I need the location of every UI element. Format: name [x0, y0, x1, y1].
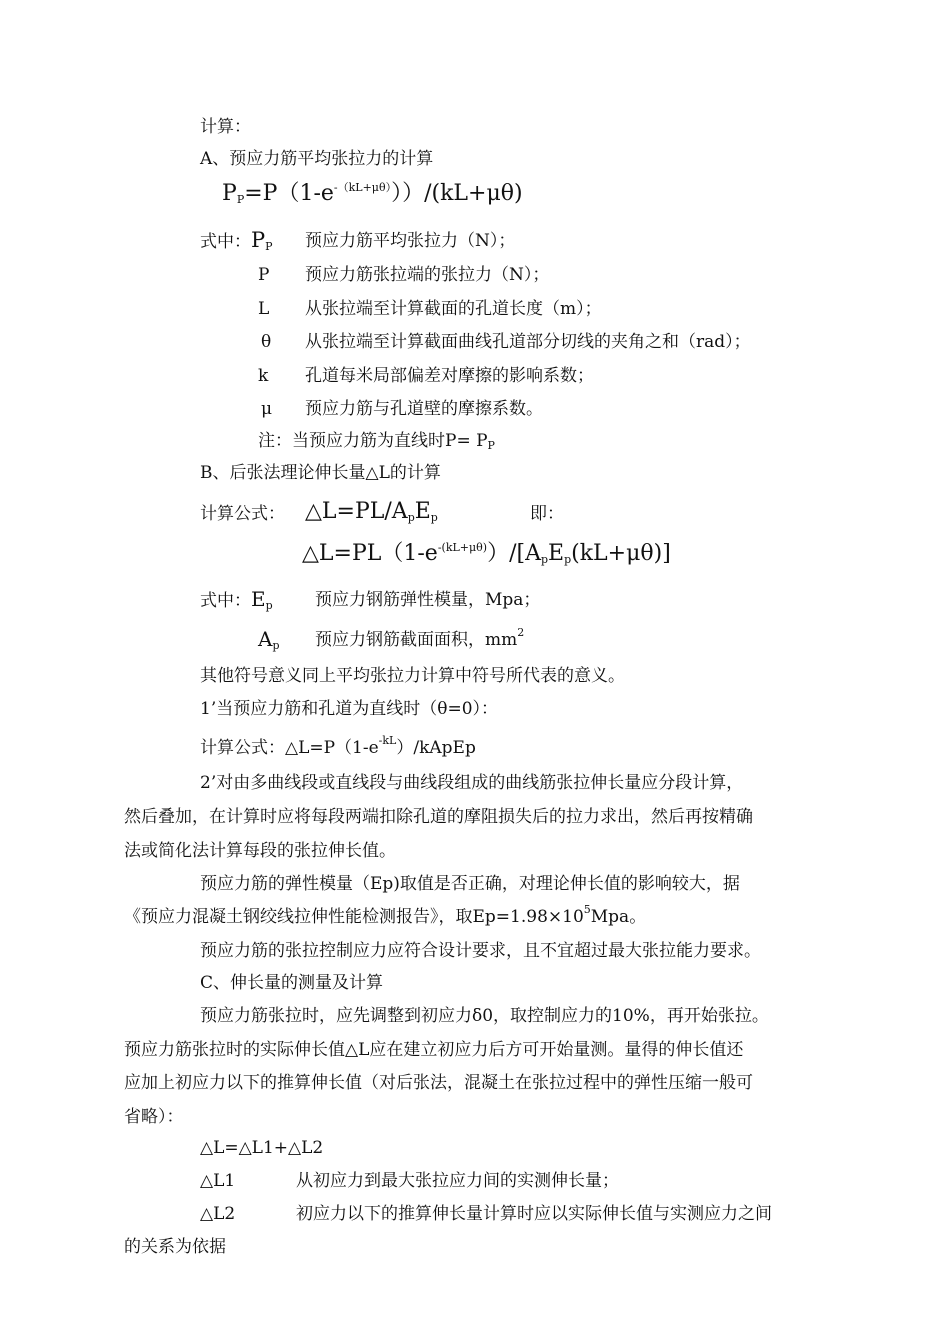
- def-b-sym-0-sub: p: [265, 599, 273, 612]
- def-c-desc-0: 从初应力到最大张拉应力间的实测伸长量；: [296, 1171, 619, 1191]
- def-c-desc-1: 初应力以下的推算伸长量计算时应以实际伸长值与实测应力之间: [296, 1204, 772, 1224]
- formula-b2-c-sub: p: [564, 553, 572, 566]
- formula-a-p-sub: P: [236, 193, 245, 206]
- formula-b2-d: (kL+μθ)]: [571, 541, 671, 566]
- def-b-sym-1-wrap: [258, 628, 280, 652]
- para-c-line-0: 预应力筋张拉时，应先调整到初应力δ0，取控制应力的10%，再开始张拉。: [200, 1006, 769, 1026]
- item-2-line-0: 2’对由多曲线段或直线段与曲线段组成的曲线筋张拉伸长量应分段计算，: [200, 773, 744, 793]
- formula-b1-b: E: [414, 499, 431, 524]
- para-c-line-2: 应加上初应力以下的推算伸长值（对后张法，混凝土在张拉过程中的弹性压缩一般可: [124, 1073, 753, 1093]
- formula-b2-a: △L=PL（1-e: [302, 541, 438, 566]
- note-a: [258, 430, 495, 452]
- formula-b1-a-sub: p: [407, 511, 415, 524]
- def-b-desc-1-text: 预应力钢筋截面面积，mm: [315, 630, 518, 650]
- def-a-sym-0-sub: P: [265, 240, 273, 253]
- def-b-sym-1-sub: p: [272, 639, 280, 652]
- def-a-desc-5: 预应力筋与孔道壁的摩擦系数。: [305, 399, 543, 419]
- ep-line-2: [124, 903, 647, 928]
- others-note: 其他符号意义同上平均张拉力计算中符号所代表的意义。: [200, 666, 625, 686]
- formula-b2-exp: -(kL+μθ): [437, 541, 488, 554]
- formula-a-p: P: [222, 181, 237, 206]
- formula-b2-c: E: [548, 541, 565, 566]
- formula-b3-exp: -kL: [378, 734, 397, 747]
- def-a-desc-2: 从张拉端至计算截面的孔道长度（m）；: [305, 299, 602, 319]
- para-c-line-1: 预应力筋张拉时的实际伸长值△L应在建立初应力后方可开始量测。量得的伸长值还: [124, 1040, 744, 1060]
- formula-b1: [305, 498, 438, 526]
- formula-b-lead: 计算公式：: [200, 504, 285, 524]
- heading: 计算：: [200, 117, 251, 137]
- item-2-line-1: 然后叠加，在计算时应将每段两端扣除孔道的摩阻损失后的拉力求出，然后再按精确: [124, 807, 753, 827]
- tail-line: 的关系为依据: [124, 1237, 226, 1257]
- para-c-line-3: 省略）：: [124, 1107, 184, 1127]
- section-b-title: B、后张法理论伸长量△L的计算: [200, 463, 441, 483]
- defs-a-lead-text: 式中：: [200, 232, 251, 252]
- def-a-sym-1: P: [258, 265, 270, 285]
- def-a-sym-2: L: [258, 299, 270, 319]
- formula-b3-b: ）/kApEp: [396, 738, 476, 758]
- def-a-desc-4: 孔道每米局部偏差对摩擦的影响系数；: [305, 366, 594, 386]
- formula-b1-a: △L=PL/A: [305, 499, 408, 524]
- ep-line-2-a: 《预应力混凝土钢绞线拉伸性能检测报告》，取Ep=1.98×10: [124, 907, 584, 927]
- formula-b3: [200, 734, 476, 759]
- def-a-sym-3: θ: [261, 332, 272, 352]
- item-1: 1’当预应力筋和孔道为直线时（θ=0）：: [200, 699, 499, 719]
- defs-b-lead-text: 式中：: [200, 591, 251, 611]
- def-a-desc-0: 预应力筋平均张拉力（N）；: [305, 231, 516, 251]
- def-a-sym-5: μ: [261, 399, 273, 419]
- def-c-sym-1: △L2: [200, 1204, 236, 1224]
- ep-line-1: 预应力筋的弹性模量（Ep)取值是否正确，对理论伸长值的影响较大，据: [200, 874, 740, 894]
- item-2-line-2: 法或简化法计算每段的张拉伸长值。: [124, 841, 396, 861]
- ep-line-2-b: Mpa。: [590, 907, 647, 927]
- note-a-sub: P: [487, 439, 495, 452]
- formula-c: △L=△L1+△L2: [200, 1138, 324, 1158]
- formula-a-eq: =P（1-e: [244, 181, 334, 206]
- def-a-desc-3: 从张拉端至计算截面曲线孔道部分切线的夹角之和（rad）；: [305, 332, 751, 352]
- def-b-desc-1: [315, 626, 525, 651]
- section-a-title: A、预应力筋平均张拉力的计算: [200, 149, 434, 169]
- def-a-sym-0: P: [251, 228, 266, 252]
- defs-b-lead: [200, 588, 273, 612]
- formula-a-rest: ））/(kL+μθ): [391, 181, 523, 206]
- ji-label: 即：: [530, 504, 564, 524]
- formula-b2: [302, 540, 671, 568]
- formula-a: [222, 180, 523, 208]
- section-c-title: C、伸长量的测量及计算: [200, 973, 384, 993]
- formula-b2-b: ）/[A: [487, 541, 541, 566]
- formula-b1-b-sub: p: [430, 511, 438, 524]
- def-b-sym-0: E: [251, 587, 266, 611]
- def-a-sym-4: k: [258, 366, 269, 386]
- ep-line-2-sup: 5: [583, 903, 591, 916]
- def-b-desc-1-sup: 2: [517, 626, 525, 639]
- note-a-text: 注：当预应力筋为直线时P= P: [258, 431, 488, 451]
- def-b-sym-1: A: [258, 627, 273, 651]
- defs-a-lead: [200, 229, 273, 253]
- def-a-desc-1: 预应力筋张拉端的张拉力（N）；: [305, 265, 550, 285]
- formula-a-exp: -（kL+μθ）: [333, 181, 392, 194]
- def-c-sym-0: △L1: [200, 1171, 236, 1191]
- control-stress-line: 预应力筋的张拉控制应力应符合设计要求，且不宜超过最大张拉能力要求。: [200, 941, 761, 961]
- formula-b3-a: 计算公式：△L=P（1-e: [200, 738, 379, 758]
- formula-b2-b-sub: p: [540, 553, 549, 566]
- def-b-desc-0: 预应力钢筋弹性模量，Mpa；: [315, 590, 541, 610]
